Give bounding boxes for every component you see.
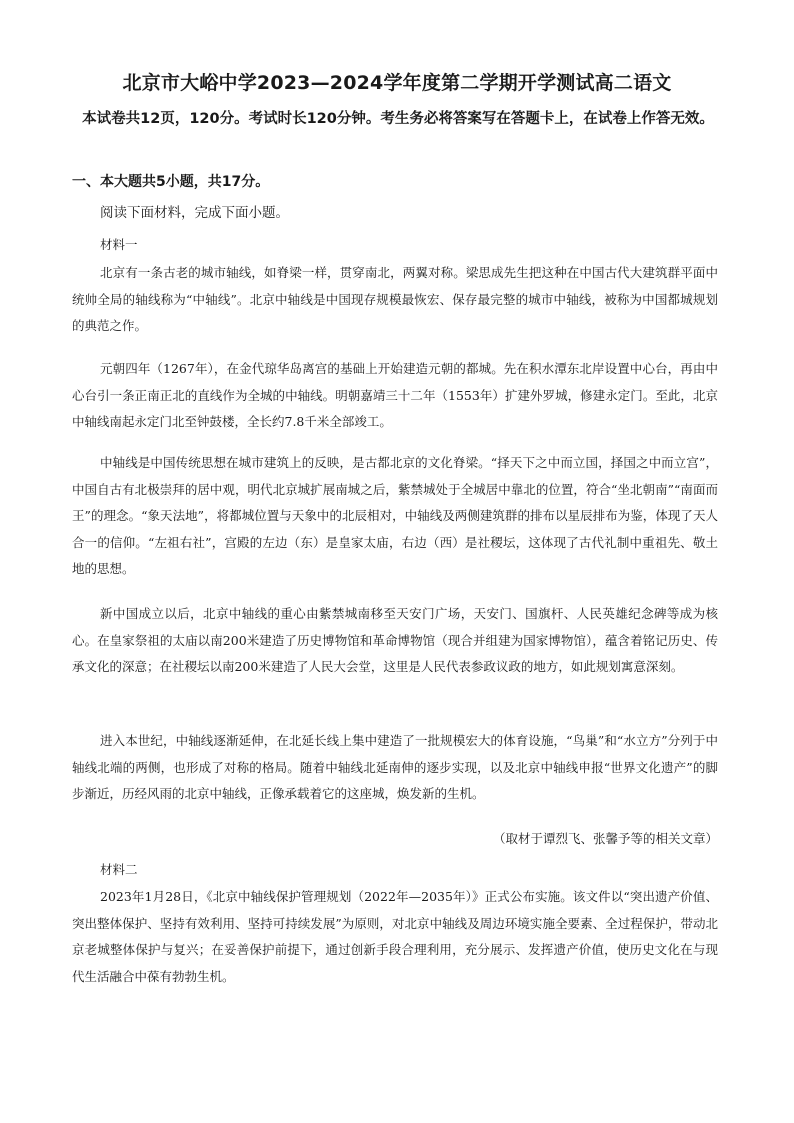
material-two-label: 材料二 xyxy=(100,862,138,877)
material-one-paragraph-4: 新中国成立以后，北京中轴线的重心由紫禁城南移至天安门广场，天安门、国旗杆、人民英雄纪念碑等成为核心。在皇家祭祖的太庙以南200米建造了历史博物馆和革命博物馆（现合并组建为国家博物馆），蕴含着铭记历史、传承文化的深意；在社稷坛以南200米建造了人民大会堂，这里是人民代表参政议政的地方，如此规划寓意深刻。 xyxy=(72,606,718,674)
material-two-paragraph-1: 2023年1月28日，《北京中轴线保护管理规划（2022年—2035年）》正式公布实施。该文件以“突出遗产价值、突出整体保护、坚持有效利用、坚持可持续发展”为原则，对北京中轴线及周边环境实施全要素、全过程保护，带动北京老城整体保护与复兴；在妥善保护前提下，通过创新手段合理利用，充分展示、发挥遗产价值，使历史文化在与现代生活融合中葆有勃勃生机。 xyxy=(72,889,718,984)
exam-title: 北京市大峪中学2023—2024学年度第二学期开学测试高二语文 xyxy=(122,72,672,94)
material-one-paragraph-3: 中轴线是中国传统思想在城市建筑上的反映，是古都北京的文化脊梁。“择天下之中而立国，择国之中而立宫”，中国自古有北极崇拜的居中观，明代北京城扩展南城之后，紫禁城处于全城居中靠北的位置，符合“坐北朝南”“南面而王”的理念。“象天法地”，将都城位置与天象中的北辰相对，中轴线及两侧建筑群的排布以星辰排布为鉴，体现了天人合一的信仰。“左祖右社”，宫殿的左边（东）是皇家太庙，右边（西）是社稷坛，这体现了古代礼制中重祖先、敬土地的思想。 xyxy=(72,455,718,576)
material-one-paragraph-5: 进入本世纪，中轴线逐渐延伸，在北延长线上集中建造了一批规模宏大的体育设施，“鸟巢”和“水立方”分列于中轴线北端的两侧，也形成了对称的格局。随着中轴线北延南伸的逐步实现，以及北京中轴线申报“世界文化遗产”的脚步渐近，历经风雨的北京中轴线，正像承载着它的这座城，焕发新的生机。 xyxy=(72,733,718,801)
material-one-paragraph-1: 北京有一条古老的城市轴线，如脊梁一样，贯穿南北，两翼对称。梁思成先生把这种在中国古代大建筑群平面中统帅全局的轴线称为“中轴线”。北京中轴线是中国现存规模最恢宏、保存最完整的城市中轴线，被称为中国都城规划的典范之作。 xyxy=(72,265,718,333)
reading-instruction: 阅读下面材料，完成下面小题。 xyxy=(100,205,289,221)
exam-notice: 本试卷共12页，120分。考试时长120分钟。考生务必将答案写在答题卡上，在试卷上作答无效。 xyxy=(82,111,714,127)
material-one-paragraph-2: 元朝四年（1267年），在金代琼华岛离宫的基础上开始建造元朝的都城。先在积水潭东北岸设置中心台，再由中心台引一条正南正北的直线作为全城的中轴线。明朝嘉靖三十二年（1553年）扩建外罗城，修建永定门。至此，北京中轴线南起永定门北至钟鼓楼，全长约7.8千米全部竣工。 xyxy=(72,361,718,429)
section-heading: 一、本大题共5小题，共17分。 xyxy=(72,174,270,190)
material-one-label: 材料一 xyxy=(100,237,138,252)
material-one-source: （取材于谭烈飞、张馨予等的相关文章） xyxy=(492,831,718,846)
